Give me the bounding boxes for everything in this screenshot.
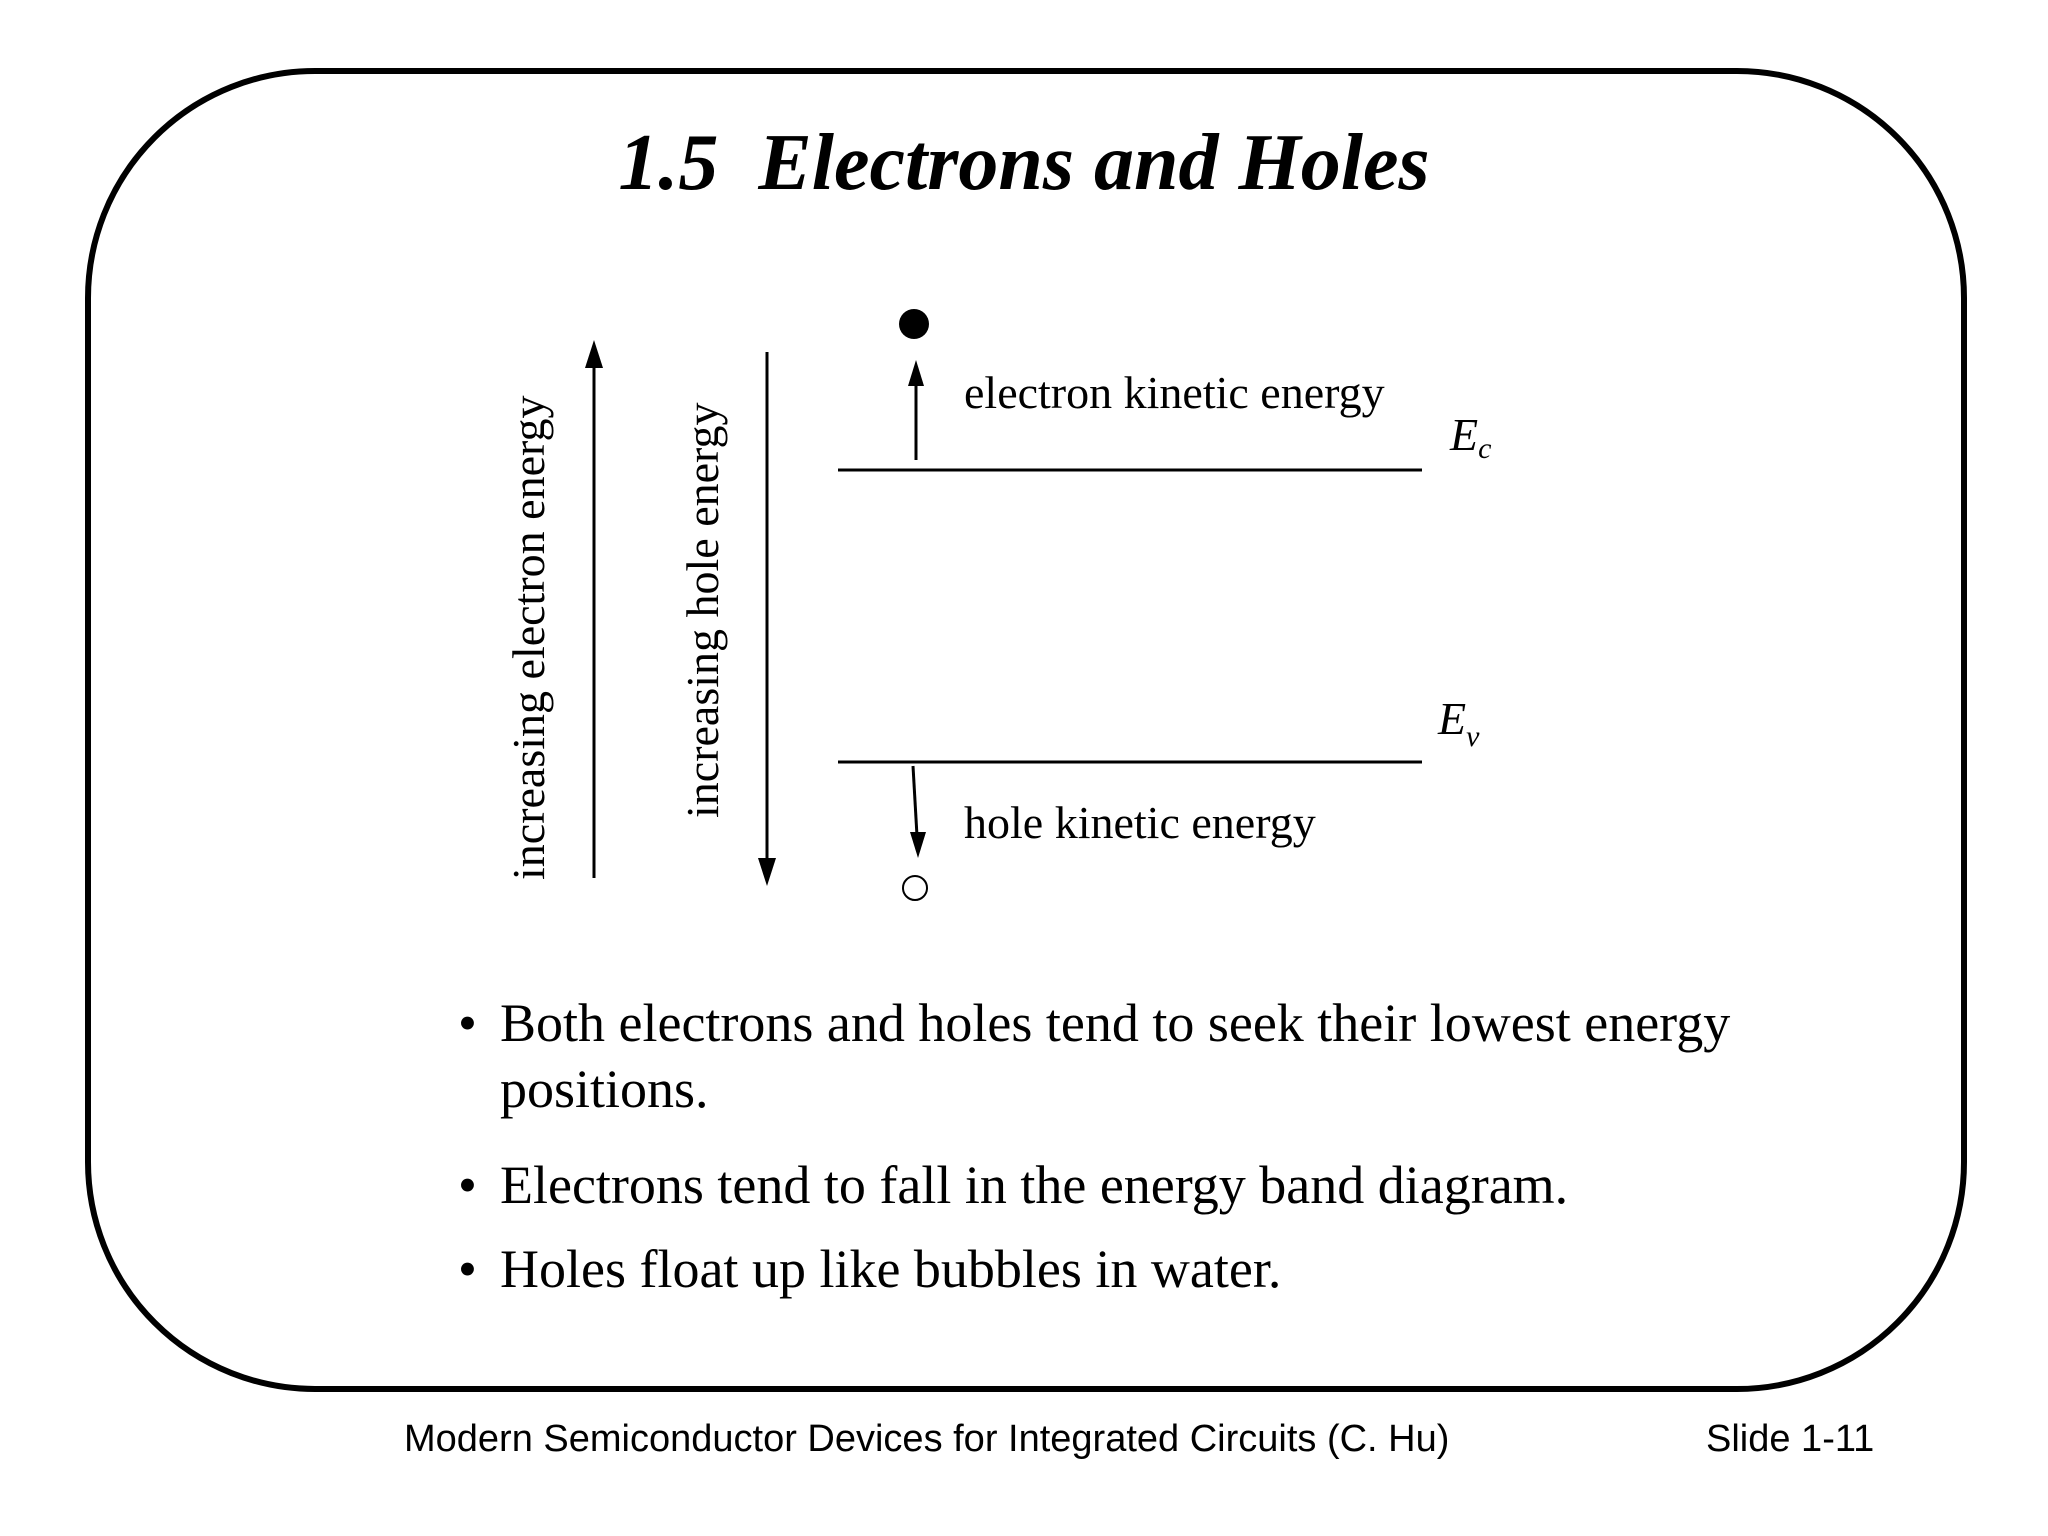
electron-kinetic-arrow xyxy=(908,360,924,460)
bullet-text: Both electrons and holes tend to seek their lowest energy positions. xyxy=(500,993,1731,1119)
hole-energy-arrow xyxy=(758,352,776,886)
hole-energy-axis-label: increasing hole energy xyxy=(677,402,728,818)
electron-kinetic-label: electron kinetic energy xyxy=(964,367,1385,418)
conduction-band-symbol: Ec xyxy=(1450,409,1492,465)
bullet-text: Holes float up like bubbles in water. xyxy=(500,1239,1282,1299)
electron-energy-axis-label: increasing electron energy xyxy=(503,395,554,880)
electron-energy-arrow xyxy=(585,340,603,878)
hole-circle xyxy=(903,876,927,900)
hole-kinetic-arrow xyxy=(910,766,926,858)
electron-dot xyxy=(899,309,929,339)
bullet-text: Electrons tend to fall in the energy band diagram. xyxy=(500,1155,1569,1215)
bullet-item xyxy=(458,990,1758,1122)
hole-kinetic-label: hole kinetic energy xyxy=(964,797,1316,848)
bullet-list xyxy=(458,990,1758,1302)
bullet-item xyxy=(458,1236,1758,1302)
bullet-marker: • xyxy=(458,993,477,1053)
footer-slide-number: Slide 1-11 xyxy=(1706,1418,1875,1460)
valence-band-symbol: Ev xyxy=(1438,693,1480,753)
bullet-item xyxy=(458,1152,1758,1218)
slide-title: 1.5 Electrons and Holes xyxy=(618,119,1430,207)
footer-book-title: Modern Semiconductor Devices for Integrated Circuits (C. Hu) xyxy=(404,1418,1450,1460)
bullet-marker: • xyxy=(458,1155,477,1215)
bullet-marker: • xyxy=(458,1239,477,1299)
